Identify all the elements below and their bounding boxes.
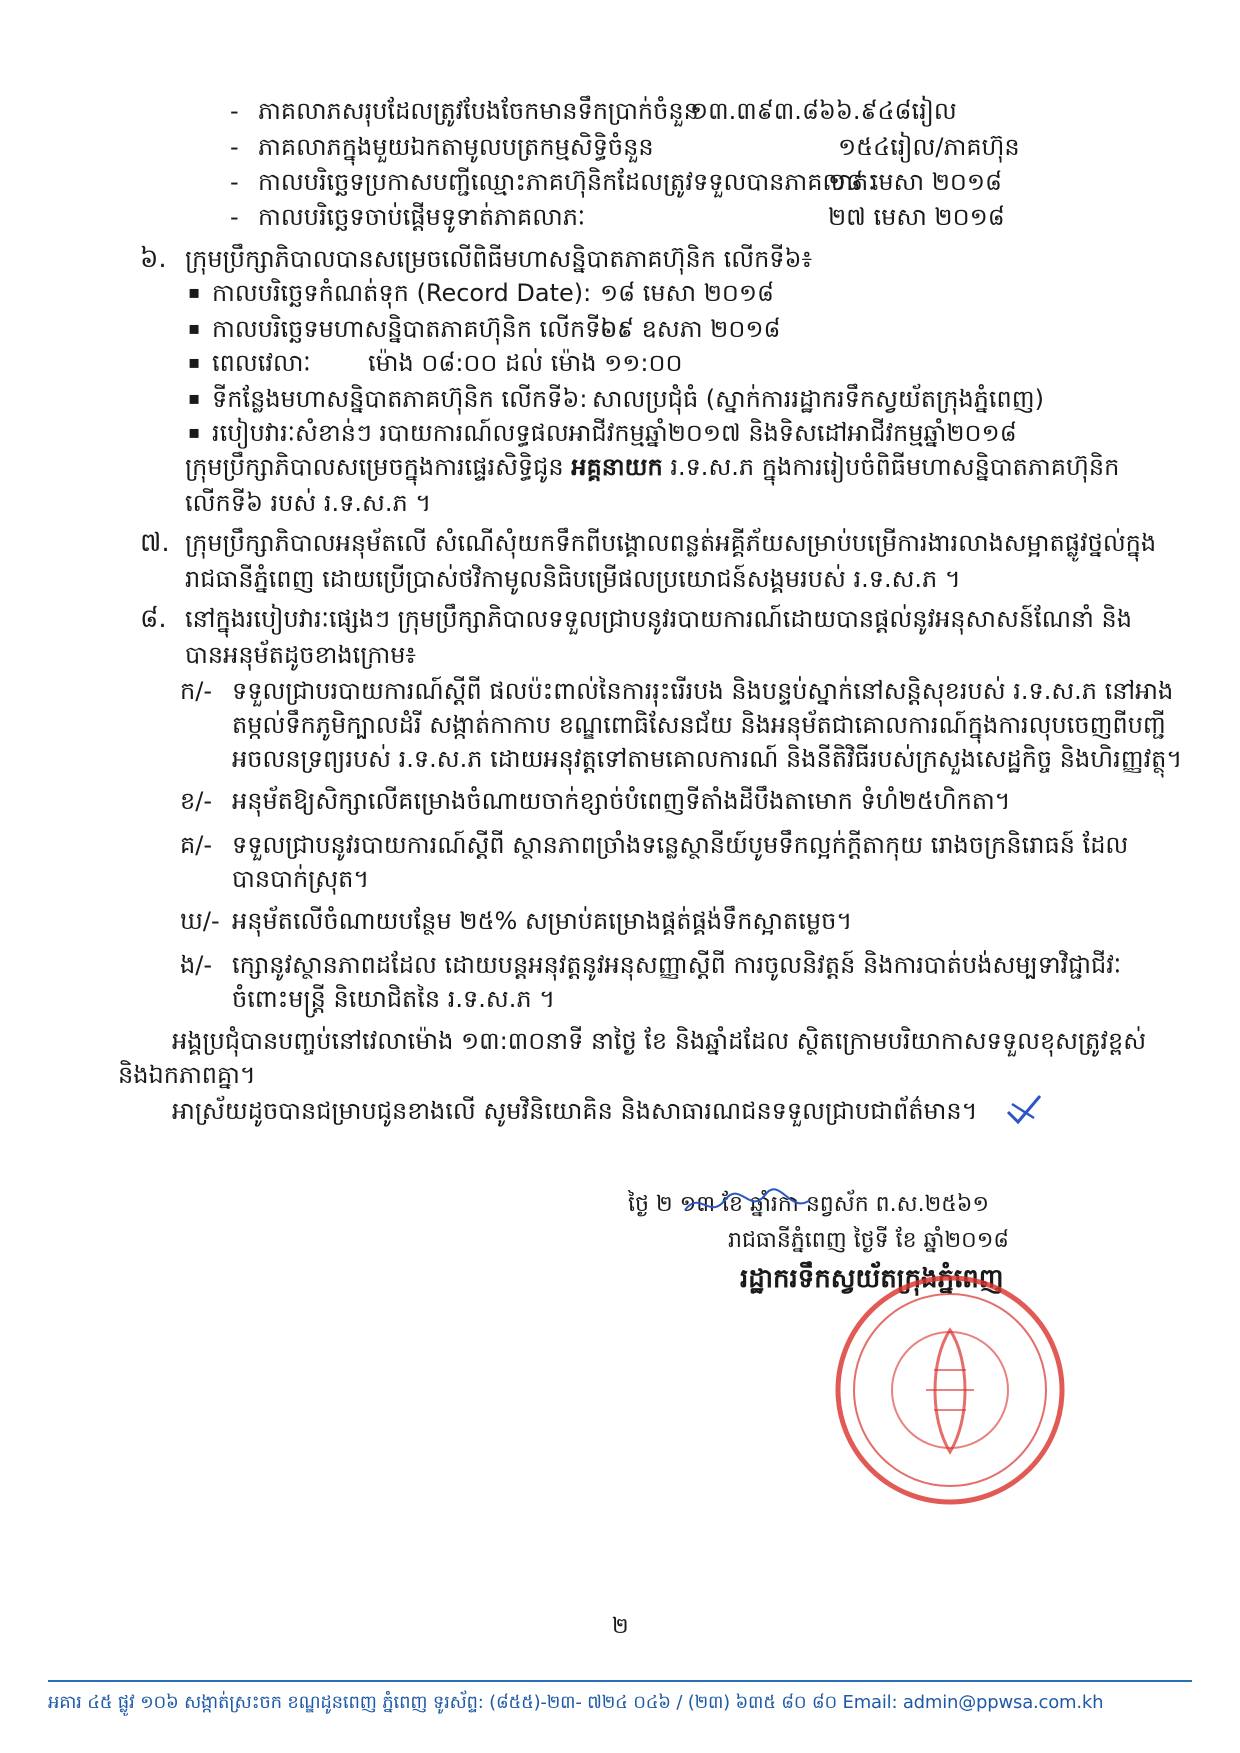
paragraph-line <box>185 448 1119 486</box>
dash-marker: - <box>230 97 239 125</box>
footer-divider <box>48 1680 1192 1682</box>
bullet-label: ទីកន្លែងមហាសន្និបាតភាគហ៊ុនិក លើកទី៦: <box>212 385 588 413</box>
dividend-label: ភាគលាភសរុបដែលត្រូវបែងចែកមានទឹកប្រាក់ចំនួន <box>258 97 699 125</box>
lunar-date: ថ្ងៃ ២ ១៣ ខែ ឆ្នាំរកា នព្វស័ក ព.ស.២៥៦១ <box>628 1192 990 1217</box>
bullet-value: ១៨ មេសា ២០១៨ <box>600 279 775 307</box>
section-number: ៧. <box>140 528 170 558</box>
paragraph-line: លើកទី៦ របស់ រ.ទ.ស.ភ ។ <box>185 489 432 517</box>
closing-line: អាស្រ័យដូចបានជម្រាបជូនខាងលើ សូមវិនិយោគិន និងសាធារណជនទទួលជ្រាបជាព័ត៌មាន។ <box>172 1097 978 1125</box>
sub-item-line: ក្សោនូវស្ថានភាពដដែល ដោយបន្តអនុវត្តនូវអនុសញ្ញាស្តីពី ការចូលនិវត្តន៍ និងការបាត់បង់សម្បទាវិជ្ជាជីវៈ <box>232 951 1122 979</box>
bullet-label: ពេលវេលាៈ <box>212 349 311 377</box>
dash-marker: - <box>230 133 239 161</box>
paragraph-line: រាជធានីភ្នំពេញ ដោយប្រើប្រាស់ថវិកាមូលនិធិបម្រើផលប្រយោជន៍សង្គមរបស់ រ.ទ.ស.ភ ។ <box>185 565 961 593</box>
dash-marker: - <box>230 203 239 231</box>
bullet-value: សាលប្រជុំធំ (ស្នាក់ការរដ្ឋាករទឹកស្វយ័តក្រុងភ្នំពេញ) <box>592 385 1044 413</box>
bullet-value: ម៉ោង ០៨:០០ ដល់ ម៉ោង ១១:០០ <box>368 349 683 377</box>
sub-item-marker: ខ/- <box>180 787 212 815</box>
page-number: ២ <box>612 1614 629 1639</box>
organization-name: រដ្ឋាករទឹកស្វយ័តក្រុងភ្នំពេញ <box>740 1264 1004 1294</box>
closing-line: និងឯកភាពគ្នា។ <box>118 1061 256 1089</box>
dividend-label: ភាគលាភក្នុងមួយឯកតាមូលបត្រកម្មសិទ្ធិចំនួន <box>258 133 654 161</box>
bullet-icon: ▪ <box>188 422 201 443</box>
official-seal-icon <box>830 1270 1070 1510</box>
footer-address: អគារ ៤៥ ផ្លូវ ១០៦ សង្កាត់ស្រះចក ខណ្ឌដូនពេញ ភ្នំពេញ ទូរស័ព្ទ: (៨៥៥)-២៣- ៧២៤ ០៤៦ / (២៣) ៦៣៥ ៨០ ៨០ Email: admin@ppwsa.com.kh <box>48 1692 1104 1713</box>
bullet-icon: ▪ <box>188 282 201 303</box>
check-mark-icon <box>1004 1092 1044 1128</box>
paragraph-line: បានអនុម័តដូចខាងក្រោម៖ <box>185 641 416 669</box>
bullet-icon: ▪ <box>188 352 201 373</box>
paragraph-line: នៅក្នុងរបៀបវារៈផ្សេងៗ ក្រុមប្រឹក្សាភិបាលទទួលជ្រាបនូវរបាយការណ៍ដោយបានផ្តល់នូវអនុសាសន៍ណែនាំ និង <box>185 605 1132 633</box>
dividend-label: កាលបរិច្ឆេទប្រកាសបញ្ជីឈ្មោះភាគហ៊ុនិកដែលត្រូវទទួលបានភាគលាភៈ <box>258 168 876 196</box>
dash-marker: - <box>230 168 239 196</box>
dividend-value: ២៧ មេសា ២០១៨ <box>828 203 1005 231</box>
dividend-label: កាលបរិច្ឆេទចាប់ផ្តើមទូទាត់ភាគលាភៈ <box>258 203 586 231</box>
bullet-label: កាលបរិច្ឆេទមហាសន្និបាតភាគហ៊ុនិក លើកទី៦: <box>212 315 626 343</box>
sub-item-line: អចលនទ្រព្យរបស់ រ.ទ.ស.ភ ដោយអនុវត្តទៅតាមគោលការណ៍ និងនីតិវិធីរបស់ក្រសួងសេដ្ឋកិច្ច និងហិរញ្ញវត្ថុ។ <box>232 745 1183 773</box>
sub-item-line: តម្កល់ទឹកភូមិក្បាលដំរី សង្កាត់កាកាប ខណ្ឌពោធិសែនជ័យ និងអនុម័តជាគោលការណ៍ក្នុងការលុបចេញពីបញ្ជី <box>232 711 1166 739</box>
section-number: ៦. <box>140 244 167 274</box>
dividend-value: ១៣.៣៩៣.៨៦៦.៩៤៨រៀល <box>690 97 957 125</box>
paragraph-text: រ.ទ.ស.ភ ក្នុងការរៀបចំពិធីមហាសន្និបាតភាគហ៊ុនិក <box>670 453 1120 481</box>
sub-item-marker: ឃ/- <box>180 907 220 935</box>
bullet-label: របៀបវារៈសំខាន់ៗ របាយការណ៍លទ្ធផលអាជីវកម្មឆ្នាំ២០១៧ និងទិសដៅអាជីវកម្មឆ្នាំ២០១៨ <box>212 419 1017 447</box>
sub-item-line: ចំពោះមន្ត្រី និយោជិតនៃ រ.ទ.ស.ភ ។ <box>232 985 556 1013</box>
bullet-icon: ▪ <box>188 388 201 409</box>
paragraph-line: ក្រុមប្រឹក្សាភិបាលអនុម័តលើ សំណើសុំយកទឹកពីបង្គោលពន្លត់អគ្គីភ័យសម្រាប់បម្រើការងារលាងសម្អាតផ្លូវថ្នល់ក្នុង <box>185 529 1157 557</box>
sub-item-line: ទទួលជ្រាបរបាយការណ៍ស្តីពី ផលប៉ះពាល់នៃការរុះរើរបង និងបន្ទប់ស្នាក់នៅសន្តិសុខរបស់ រ.ទ.ស.ភ នៅអាង <box>232 677 1174 705</box>
sub-item-line: ទទួលជ្រាបនូវរបាយការណ៍ស្តីពី ស្ថានភាពច្រាំងទន្លេស្ថានីយ៍បូមទឹកល្អក់ក្តីតាកុយ រោងចក្រនិរោធន៍ ដែល <box>232 831 1129 859</box>
sub-item-marker: គ/- <box>180 831 212 859</box>
paragraph-text: ក្រុមប្រឹក្សាភិបាលសម្រេចក្នុងការផ្ទេរសិទ្ធិជូន <box>185 453 564 481</box>
bold-title: អគ្គនាយក <box>571 453 663 481</box>
section-title: ក្រុមប្រឹក្សាភិបាលបានសម្រេចលើពិធីមហាសន្និបាតភាគហ៊ុនិក លើកទី៦៖ <box>185 245 813 273</box>
bullet-label: កាលបរិច្ឆេទកំណត់ទុក (Record Date): <box>212 279 592 307</box>
bullet-icon: ▪ <box>188 318 201 339</box>
dividend-value: ១៥៤រៀល/ភាគហ៊ុន <box>838 133 1020 161</box>
dividend-value: ១៨ មេសា ២០១៨ <box>828 168 1003 196</box>
bullet-value: ០៩ ឧសភា ២០១៨ <box>600 315 781 343</box>
sub-item-line: អនុម័តលើចំណាយបន្ថែម ២៥% សម្រាប់គម្រោងផ្គត់ផ្គង់ទឹកស្អាតម្លេច។ <box>232 907 853 935</box>
handwritten-date-mark <box>680 1180 820 1230</box>
section-number: ៨. <box>140 604 167 634</box>
sub-item-marker: ក/- <box>180 677 212 705</box>
closing-line: អង្គប្រជុំបានបញ្ចប់នៅវេលាម៉ោង ១៣:៣០នាទី នាថ្ងៃ ខែ និងឆ្នាំដដែល ស្ថិតក្រោមបរិយាកាសទទួលខុសត្រូវខ្ពស់ <box>172 1027 1147 1055</box>
sub-item-marker: ង/- <box>180 951 212 979</box>
sub-item-line: អនុម័តឱ្យសិក្សាលើគម្រោងចំណាយចាក់ខ្សាច់បំពេញទីតាំងដីបឹងតាមោក ទំហំ២៥ហិកតា។ <box>232 787 1011 815</box>
sub-item-line: បានបាក់ស្រុត។ <box>232 865 370 893</box>
solar-date: រាជធានីភ្នំពេញ ថ្ងៃទី ខែ ឆ្នាំ២០១៨ <box>728 1228 1009 1253</box>
